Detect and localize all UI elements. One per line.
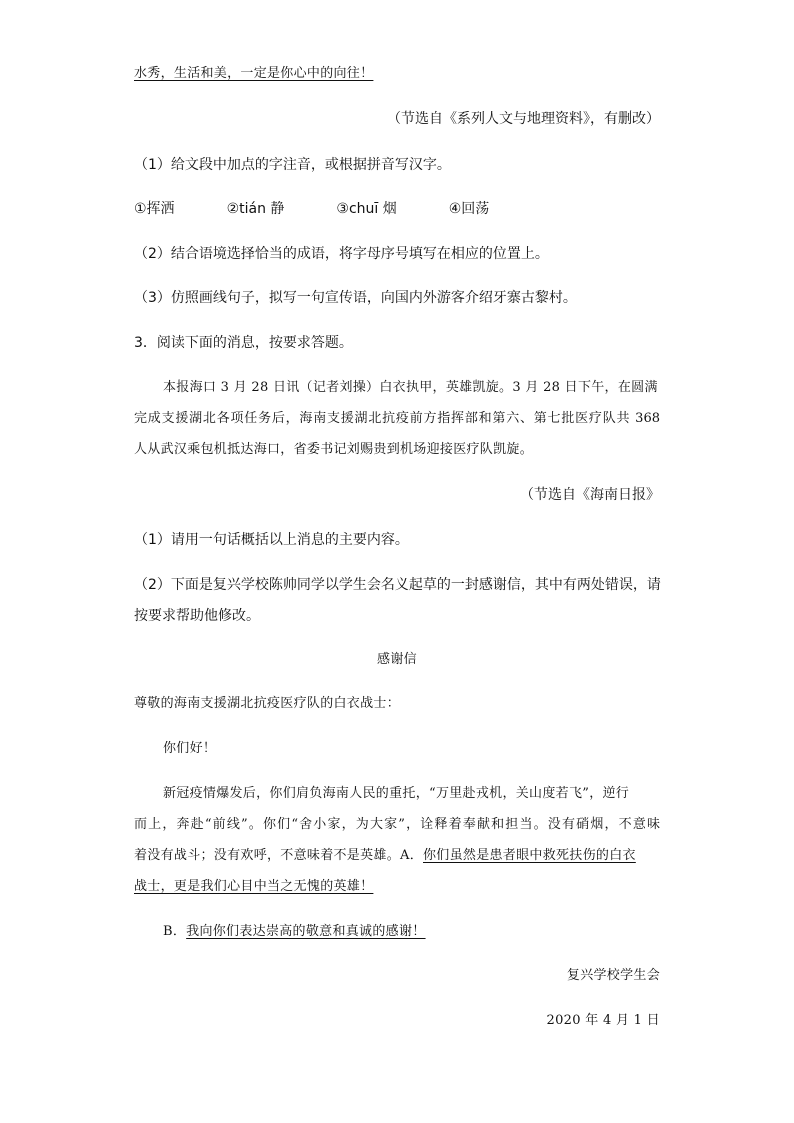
question-2: （2）结合语境选择恰当的成语，将字母序号填写在相应的位置上。 [134, 246, 549, 262]
section-3-question-1: （1）请用一句话概括以上消息的主要内容。 [134, 532, 409, 548]
letter-closing [163, 922, 426, 942]
source-note-2: （节选自《海南日报》 [520, 487, 660, 503]
letter-body-line-3-plain: 着没有战斗；没有欢呼，不意味着不是英雄。A． [134, 848, 423, 863]
letter-body-line-3 [134, 846, 636, 866]
question-3: （3）仿照画线句子，拟写一句宣传语，向国内外游客介绍牙寨古黎村。 [134, 290, 577, 306]
news-line-1: 本报海口 3 月 28 日讯（记者刘操）白衣执甲，英雄凯旋。3 月 28 日下午，在圆满 [163, 380, 658, 395]
letter-signature: 复兴学校学生会 [566, 968, 660, 983]
item-1: ①挥洒 [134, 201, 175, 217]
letter-salutation: 尊敬的海南支援湖北抗疫医疗队的白衣战士： [134, 696, 401, 711]
item-4: ④回荡 [448, 201, 490, 217]
question-1: （1）给文段中加点的字注音，或根据拼音写汉字。 [134, 157, 451, 173]
news-line-3: 人从武汉乘包机抵达海口，省委书记刘赐贵到机场迎接医疗队凯旋。 [134, 442, 534, 457]
sentence-a-underlined-cont: 战士，更是我们心目中当之无愧的英雄！ [134, 879, 374, 894]
news-line-2: 完成支援湖北各项任务后，海南支援湖北抗疫前方指挥部和第六、第七批医疗队共 368 [134, 411, 660, 426]
section-3-question-2-line-1: （2）下面是复兴学校陈帅同学以学生会名义起草的一封感谢信，其中有两处错误，请 [134, 577, 661, 593]
section-3-heading: 3．阅读下面的消息，按要求答题。 [134, 335, 353, 351]
passage-ending-underlined: 水秀，生活和美，一定是你心中的向往！ [134, 66, 374, 81]
letter-body-line-2: 而上，奔赴“前线”。你们“舍小家，为大家”，诠释着奉献和担当。没有硝烟，不意味 [134, 817, 660, 832]
letter-date: 2020 年 4 月 1 日 [546, 1013, 660, 1028]
sentence-a-underlined: 你们虽然是患者眼中救死扶伤的白衣 [423, 848, 636, 863]
source-note-1: （节选自《系列人文与地理资料》，有删改） [387, 111, 660, 127]
letter-body-line-1: 新冠疫情爆发后，你们肩负海南人民的重托，“万里赴戎机，关山度若飞”，逆行 [163, 786, 630, 801]
item-3: ③chuī 烟 [336, 201, 397, 217]
question-1-items [134, 199, 489, 219]
letter-title: 感谢信 [377, 652, 417, 667]
closing-label: B． [163, 924, 187, 939]
sentence-b-underlined: 我向你们表达崇高的敬意和真诚的感谢！ [186, 924, 426, 939]
item-2: ②tián 静 [226, 201, 285, 217]
section-3-question-2-line-2: 按要求帮助他修改。 [134, 608, 260, 624]
letter-greeting: 你们好！ [163, 741, 217, 756]
